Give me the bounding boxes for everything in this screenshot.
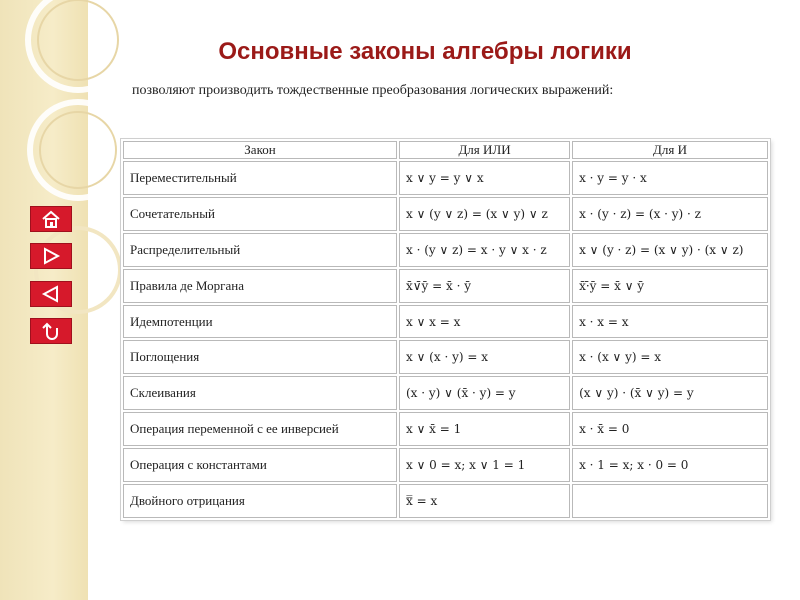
law-or-formula: x̄∨̄ȳ = x̄ · ȳ bbox=[399, 269, 570, 303]
page-title: Основные законы алгебры логики bbox=[218, 38, 632, 65]
law-name: Операция переменной с ее инверсией bbox=[123, 412, 397, 446]
laws-table bbox=[121, 139, 770, 520]
law-name: Двойного отрицания bbox=[123, 484, 397, 518]
table-row bbox=[123, 340, 768, 374]
law-name: Операция с константами bbox=[123, 448, 397, 482]
law-and-formula: x ∨ (y · z) = (x ∨ y) · (x ∨ z) bbox=[572, 233, 768, 267]
law-and-formula: x · (y · z) = (x · y) · z bbox=[572, 197, 768, 231]
page-subtitle: позволяют производить тождественные преобразования логических выражений: bbox=[132, 83, 614, 98]
table-header-row bbox=[123, 141, 768, 159]
law-and-formula: x · y = y · x bbox=[572, 161, 768, 195]
law-or-formula: x · (y ∨ z) = x · y ∨ x · z bbox=[399, 233, 570, 267]
law-and-formula: x · x̄ = 0 bbox=[572, 412, 768, 446]
table-row bbox=[123, 233, 768, 267]
table-row bbox=[123, 448, 768, 482]
law-or-formula: x̿ = x bbox=[399, 484, 570, 518]
law-or-formula: x ∨ (y ∨ z) = (x ∨ y) ∨ z bbox=[399, 197, 570, 231]
home-button[interactable] bbox=[30, 206, 72, 232]
law-or-formula: x ∨ x = x bbox=[399, 305, 570, 339]
table-row bbox=[123, 269, 768, 303]
law-and-formula: x · (x ∨ y) = x bbox=[572, 340, 768, 374]
law-name: Правила де Моргана bbox=[123, 269, 397, 303]
triangle-left-icon bbox=[41, 285, 61, 303]
table-row bbox=[123, 484, 768, 518]
law-and-formula bbox=[572, 484, 768, 518]
law-or-formula: x ∨ y = y ∨ x bbox=[399, 161, 570, 195]
law-or-formula: x ∨ 0 = x; x ∨ 1 = 1 bbox=[399, 448, 570, 482]
return-button[interactable] bbox=[30, 318, 72, 344]
home-icon bbox=[40, 210, 62, 228]
header-and: Для И bbox=[572, 141, 768, 159]
table-row bbox=[123, 197, 768, 231]
law-name: Склеивания bbox=[123, 376, 397, 410]
law-name: Поглощения bbox=[123, 340, 397, 374]
law-or-formula: (x · y) ∨ (x̄ · y) = y bbox=[399, 376, 570, 410]
law-and-formula: x · x = x bbox=[572, 305, 768, 339]
law-name: Идемпотенции bbox=[123, 305, 397, 339]
law-and-formula: (x ∨ y) · (x̄ ∨ y) = y bbox=[572, 376, 768, 410]
header-law: Закон bbox=[123, 141, 397, 159]
law-and-formula: x · 1 = x; x · 0 = 0 bbox=[572, 448, 768, 482]
law-or-formula: x ∨ x̄ = 1 bbox=[399, 412, 570, 446]
triangle-right-icon bbox=[41, 247, 61, 265]
next-button[interactable] bbox=[30, 243, 72, 269]
table-row bbox=[123, 412, 768, 446]
table-row bbox=[123, 161, 768, 195]
laws-table-container bbox=[121, 139, 770, 520]
law-and-formula: x̄·̄ȳ = x̄ ∨ ȳ bbox=[572, 269, 768, 303]
law-name: Переместительный bbox=[123, 161, 397, 195]
law-or-formula: x ∨ (x · y) = x bbox=[399, 340, 570, 374]
table-row bbox=[123, 376, 768, 410]
prev-button[interactable] bbox=[30, 281, 72, 307]
law-name: Распределительный bbox=[123, 233, 397, 267]
header-or: Для ИЛИ bbox=[399, 141, 570, 159]
law-name: Сочетательный bbox=[123, 197, 397, 231]
return-arrow-icon bbox=[41, 321, 61, 341]
table-row bbox=[123, 305, 768, 339]
